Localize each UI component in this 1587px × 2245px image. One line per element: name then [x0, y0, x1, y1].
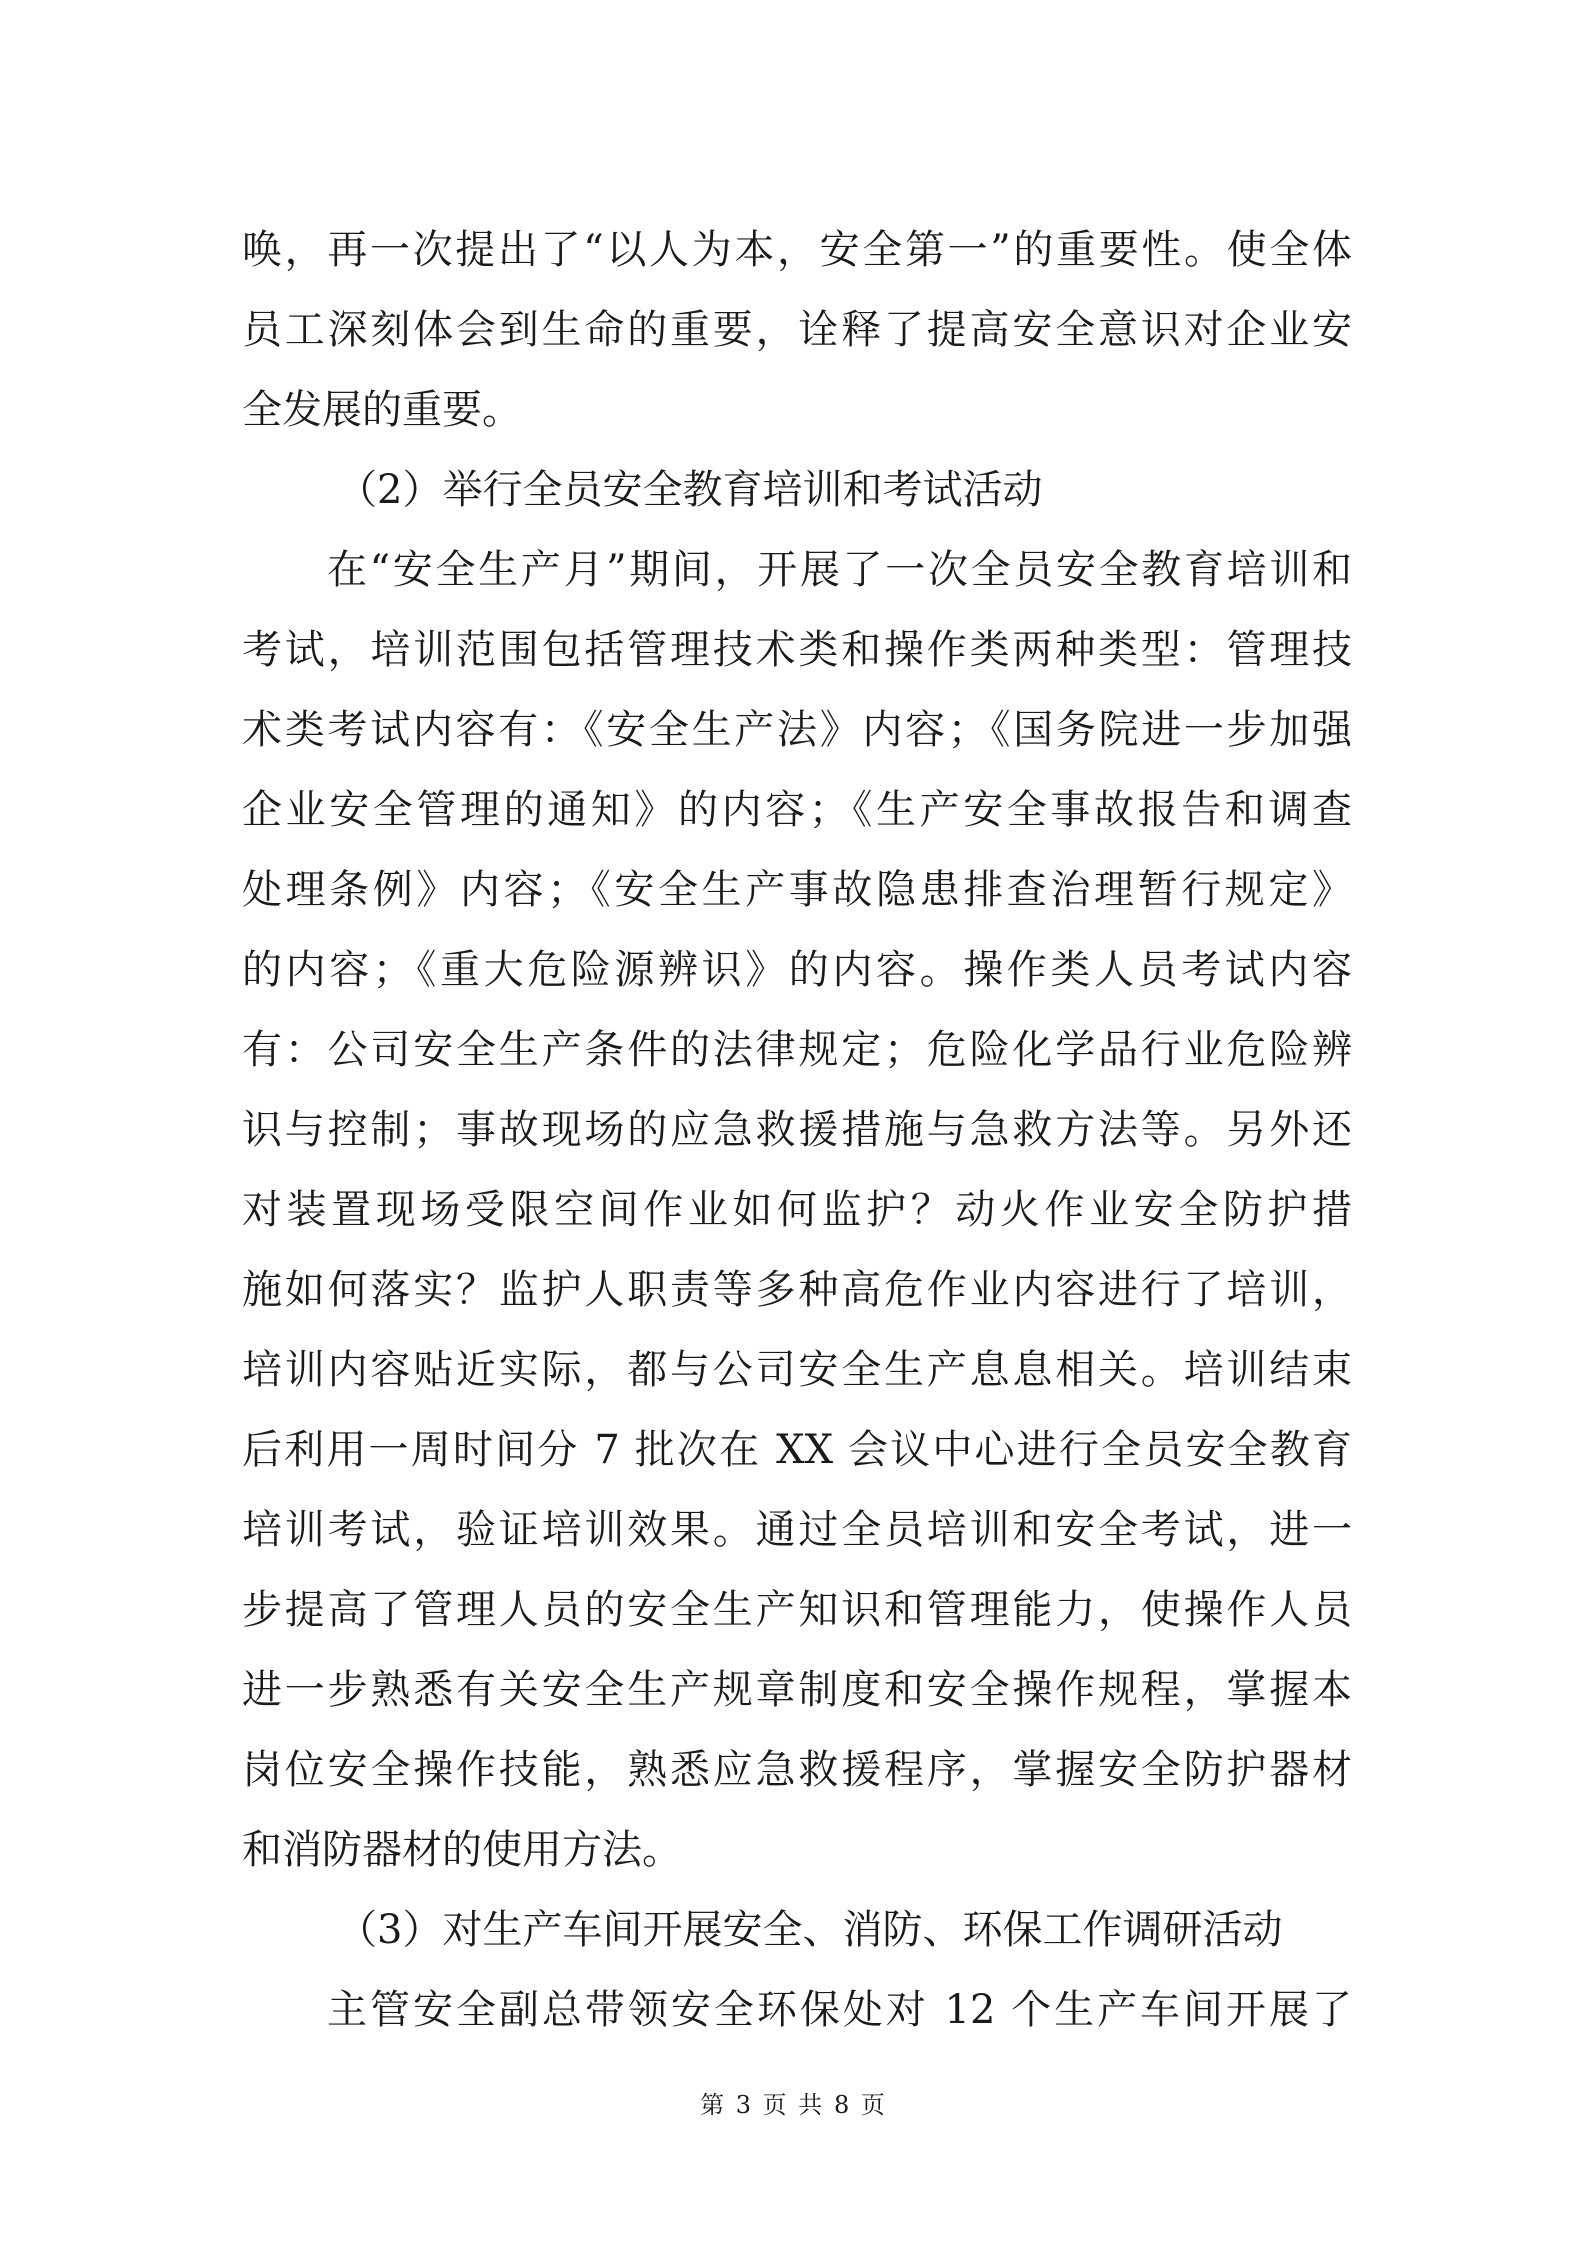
text-line: 员工深刻体会到生命的重要，诠释了提高安全意识对企业安 — [242, 307, 1352, 353]
text-line: 岗位安全操作技能，熟悉应急救援程序，掌握安全防护器材 — [242, 1747, 1352, 1793]
text-line: 全发展的重要。 — [242, 387, 522, 433]
text-line: 培训内容贴近实际，都与公司安全生产息息相关。培训结束 — [242, 1347, 1352, 1393]
text-line: 步提高了管理人员的安全生产知识和管理能力，使操作人员 — [242, 1587, 1352, 1633]
text-line: 后利用一周时间分 7 批次在 XX 会议中心进行全员安全教育 — [242, 1427, 1352, 1473]
text-line: 主管安全副总带领安全环保处对 12 个生产车间开展了 — [327, 1987, 1352, 2033]
text-line: 的内容；《重大危险源辨识》的内容。操作类人员考试内容 — [242, 947, 1352, 993]
section-heading: （2）举行全员安全教育培训和考试活动 — [337, 467, 1043, 513]
text-line: 对装置现场受限空间作业如何监护？动火作业安全防护措 — [242, 1187, 1352, 1233]
section-heading: （3）对生产车间开展安全、消防、环保工作调研活动 — [337, 1907, 1283, 1953]
text-line: 企业安全管理的通知》的内容；《生产安全事故报告和调查 — [242, 787, 1352, 833]
text-line: 在“安全生产月”期间，开展了一次全员安全教育培训和 — [327, 547, 1352, 593]
text-line: 唤，再一次提出了“以人为本，安全第一”的重要性。使全体 — [242, 227, 1352, 273]
text-line: 处理条例》内容；《安全生产事故隐患排查治理暂行规定》 — [242, 867, 1352, 913]
text-line: 考试，培训范围包括管理技术类和操作类两种类型：管理技 — [242, 627, 1352, 673]
text-line: 和消防器材的使用方法。 — [242, 1827, 682, 1873]
text-line: 进一步熟悉有关安全生产规章制度和安全操作规程，掌握本 — [242, 1667, 1352, 1713]
text-line: 培训考试，验证培训效果。通过全员培训和安全考试，进一 — [242, 1507, 1352, 1553]
text-line: 有：公司安全生产条件的法律规定；危险化学品行业危险辨 — [242, 1027, 1352, 1073]
text-line: 术类考试内容有：《安全生产法》内容；《国务院进一步加强 — [242, 707, 1352, 753]
page-number-footer: 第 3 页 共 8 页 — [700, 2091, 887, 2119]
text-line: 施如何落实？监护人职责等多种高危作业内容进行了培训， — [242, 1267, 1352, 1313]
text-line: 识与控制；事故现场的应急救援措施与急救方法等。另外还 — [242, 1107, 1352, 1153]
